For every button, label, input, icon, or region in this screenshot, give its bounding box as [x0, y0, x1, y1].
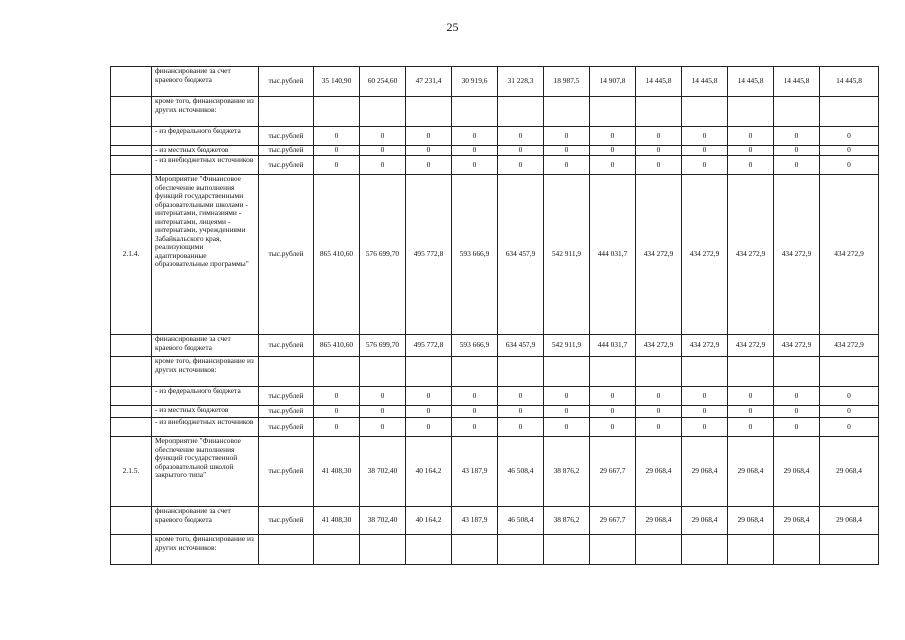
row-value: 0: [682, 387, 728, 406]
row-value: 0: [774, 146, 820, 156]
row-value: 634 457,9: [498, 175, 544, 335]
row-code: [111, 156, 152, 175]
row-value: 18 987,5: [544, 67, 590, 97]
table-row: [111, 507, 879, 535]
row-value: 0: [682, 418, 728, 437]
row-value: [728, 97, 774, 127]
row-value: 0: [682, 127, 728, 146]
row-code: [111, 357, 152, 387]
row-value: 0: [636, 406, 682, 418]
row-value: 0: [590, 406, 636, 418]
row-value: 0: [682, 406, 728, 418]
row-value: 495 772,8: [406, 175, 452, 335]
row-value: 0: [406, 127, 452, 146]
row-unit: тыс.рублей: [259, 335, 314, 357]
row-value: [728, 535, 774, 565]
row-value: 865 410,60: [314, 175, 360, 335]
budget-table: [110, 66, 879, 565]
row-value: 29 667,7: [590, 437, 636, 507]
row-value: 0: [452, 387, 498, 406]
row-value: 434 272,9: [682, 175, 728, 335]
row-value: 38 876,2: [544, 437, 590, 507]
row-value: 0: [728, 156, 774, 175]
row-value: 60 254,60: [360, 67, 406, 97]
row-value: 542 911,9: [544, 175, 590, 335]
row-value: 0: [590, 418, 636, 437]
row-value: 41 408,30: [314, 507, 360, 535]
row-value: 865 410,60: [314, 335, 360, 357]
row-value: 14 907,8: [590, 67, 636, 97]
row-value: 0: [406, 146, 452, 156]
row-value: 0: [498, 406, 544, 418]
row-value: 576 699,70: [360, 335, 406, 357]
row-value: [452, 535, 498, 565]
row-value: [544, 357, 590, 387]
row-value: 35 140,90: [314, 67, 360, 97]
row-value: 14 445,8: [682, 67, 728, 97]
row-name: - из федерального бюджета: [152, 127, 259, 146]
row-unit: [259, 97, 314, 127]
row-value: 0: [820, 127, 879, 146]
row-value: 0: [636, 127, 682, 146]
row-value: [820, 357, 879, 387]
row-value: 0: [636, 387, 682, 406]
row-value: 0: [360, 127, 406, 146]
row-value: 0: [314, 127, 360, 146]
row-value: [452, 97, 498, 127]
row-value: 0: [820, 418, 879, 437]
table-body: [111, 67, 879, 565]
row-value: 0: [728, 127, 774, 146]
row-value: 444 031,7: [590, 335, 636, 357]
row-unit: тыс.рублей: [259, 437, 314, 507]
table-row: [111, 357, 879, 387]
row-value: 0: [682, 146, 728, 156]
row-value: [452, 357, 498, 387]
row-unit: тыс.рублей: [259, 507, 314, 535]
table-row: [111, 146, 879, 156]
row-name: - из местных бюджетов: [152, 146, 259, 156]
row-value: [590, 535, 636, 565]
row-name: - из федерального бюджета: [152, 387, 259, 406]
row-value: 0: [590, 156, 636, 175]
row-value: [498, 97, 544, 127]
row-value: 29 068,4: [774, 437, 820, 507]
row-value: 434 272,9: [636, 335, 682, 357]
row-value: 43 187,9: [452, 437, 498, 507]
row-value: 29 068,4: [774, 507, 820, 535]
row-value: 30 919,6: [452, 67, 498, 97]
row-value: 29 068,4: [728, 507, 774, 535]
row-name: кроме того, финансирование из других источников:: [152, 535, 259, 565]
row-value: 41 408,30: [314, 437, 360, 507]
row-value: [544, 97, 590, 127]
row-name: кроме того, финансирование из других источников:: [152, 97, 259, 127]
row-value: [360, 357, 406, 387]
row-value: 434 272,9: [728, 175, 774, 335]
row-value: 29 068,4: [682, 507, 728, 535]
row-value: [314, 357, 360, 387]
row-value: 0: [314, 146, 360, 156]
row-value: [774, 97, 820, 127]
row-value: 0: [498, 127, 544, 146]
row-value: [360, 535, 406, 565]
table-row: [111, 156, 879, 175]
row-code: 2.1.5.: [111, 437, 152, 507]
table-row: [111, 127, 879, 146]
row-value: 43 187,9: [452, 507, 498, 535]
row-value: [406, 357, 452, 387]
row-value: 0: [360, 146, 406, 156]
row-unit: [259, 357, 314, 387]
row-value: 38 702,40: [360, 437, 406, 507]
row-value: 0: [314, 418, 360, 437]
row-value: 0: [452, 156, 498, 175]
row-code: [111, 418, 152, 437]
row-value: 29 667,7: [590, 507, 636, 535]
row-value: 495 772,8: [406, 335, 452, 357]
row-value: 0: [406, 387, 452, 406]
row-value: 593 666,9: [452, 335, 498, 357]
row-value: 40 164,2: [406, 437, 452, 507]
row-value: 0: [498, 387, 544, 406]
row-unit: тыс.рублей: [259, 156, 314, 175]
row-value: 0: [728, 146, 774, 156]
row-value: 0: [314, 156, 360, 175]
row-value: 0: [360, 387, 406, 406]
row-name: - из внебюджетных источников: [152, 418, 259, 437]
row-value: 634 457,9: [498, 335, 544, 357]
row-value: 0: [498, 146, 544, 156]
row-value: 0: [590, 387, 636, 406]
row-name: финансирование за счет краевого бюджета: [152, 335, 259, 357]
row-value: 0: [452, 146, 498, 156]
row-value: 46 508,4: [498, 437, 544, 507]
row-code: [111, 335, 152, 357]
row-value: [590, 97, 636, 127]
row-value: 0: [544, 146, 590, 156]
row-unit: тыс.рублей: [259, 406, 314, 418]
row-value: 444 031,7: [590, 175, 636, 335]
row-value: [682, 535, 728, 565]
row-value: 0: [590, 127, 636, 146]
row-value: 0: [544, 418, 590, 437]
row-value: 0: [498, 418, 544, 437]
row-code: [111, 127, 152, 146]
row-value: 0: [544, 156, 590, 175]
row-code: [111, 146, 152, 156]
row-value: 38 876,2: [544, 507, 590, 535]
row-value: [820, 97, 879, 127]
row-value: 0: [774, 406, 820, 418]
table-row: [111, 387, 879, 406]
row-value: [544, 535, 590, 565]
row-value: 0: [314, 387, 360, 406]
row-value: [682, 97, 728, 127]
row-value: [774, 357, 820, 387]
row-name: Мероприятие "Финансовое обеспечение выполнения функций государственными образовательными школами - интернатами, гимназиями - интернатами, лицеями - интернатами, учреждениями Забайкальского края, реализующими адаптированные образовательные программы": [152, 175, 259, 335]
row-value: [820, 535, 879, 565]
row-code: [111, 97, 152, 127]
row-value: 0: [820, 406, 879, 418]
row-value: 0: [636, 418, 682, 437]
row-value: 0: [820, 146, 879, 156]
table-row: [111, 175, 879, 335]
table-row: [111, 335, 879, 357]
row-value: 434 272,9: [820, 175, 879, 335]
row-value: [406, 97, 452, 127]
row-value: 14 445,8: [728, 67, 774, 97]
row-value: 0: [682, 156, 728, 175]
row-value: 434 272,9: [774, 175, 820, 335]
row-value: [682, 357, 728, 387]
row-code: [111, 535, 152, 565]
row-value: 434 272,9: [820, 335, 879, 357]
row-value: 0: [360, 418, 406, 437]
row-value: 47 231,4: [406, 67, 452, 97]
row-value: 0: [360, 156, 406, 175]
row-value: [360, 97, 406, 127]
row-value: [314, 535, 360, 565]
row-code: [111, 507, 152, 535]
table-row: [111, 535, 879, 565]
row-value: 0: [774, 387, 820, 406]
row-value: 434 272,9: [728, 335, 774, 357]
row-value: 434 272,9: [774, 335, 820, 357]
row-value: 434 272,9: [682, 335, 728, 357]
row-value: 0: [452, 127, 498, 146]
row-value: 0: [820, 387, 879, 406]
row-value: 0: [728, 406, 774, 418]
row-value: 593 666,9: [452, 175, 498, 335]
row-value: 38 702,40: [360, 507, 406, 535]
row-value: 0: [452, 418, 498, 437]
row-value: [406, 535, 452, 565]
row-value: 29 068,4: [728, 437, 774, 507]
row-name: - из внебюджетных источников: [152, 156, 259, 175]
row-value: 542 911,9: [544, 335, 590, 357]
row-code: [111, 67, 152, 97]
row-value: 29 068,4: [820, 507, 879, 535]
row-value: 434 272,9: [636, 175, 682, 335]
row-unit: [259, 535, 314, 565]
row-unit: тыс.рублей: [259, 387, 314, 406]
row-value: [314, 97, 360, 127]
row-name: финансирование за счет краевого бюджета: [152, 67, 259, 97]
row-value: 40 164,2: [406, 507, 452, 535]
table-row: [111, 418, 879, 437]
row-unit: тыс.рублей: [259, 146, 314, 156]
row-value: 0: [774, 156, 820, 175]
row-value: [636, 97, 682, 127]
row-name: - из местных бюджетов: [152, 406, 259, 418]
row-value: 0: [314, 406, 360, 418]
row-value: 0: [590, 146, 636, 156]
row-value: [728, 357, 774, 387]
row-value: 0: [544, 387, 590, 406]
row-value: 31 228,3: [498, 67, 544, 97]
row-value: 0: [774, 127, 820, 146]
row-unit: тыс.рублей: [259, 127, 314, 146]
row-value: 29 068,4: [636, 437, 682, 507]
row-value: 0: [406, 418, 452, 437]
row-value: [498, 357, 544, 387]
row-value: 29 068,4: [820, 437, 879, 507]
table-row: [111, 437, 879, 507]
row-value: 14 445,8: [820, 67, 879, 97]
row-value: 29 068,4: [682, 437, 728, 507]
table-row: [111, 97, 879, 127]
row-code: 2.1.4.: [111, 175, 152, 335]
row-value: 0: [636, 156, 682, 175]
row-value: 0: [820, 156, 879, 175]
row-value: 0: [452, 406, 498, 418]
row-name: кроме того, финансирование из других источников:: [152, 357, 259, 387]
page-number: 25: [446, 20, 459, 34]
row-code: [111, 387, 152, 406]
table-row: [111, 406, 879, 418]
row-name: финансирование за счет краевого бюджета: [152, 507, 259, 535]
row-value: 0: [636, 146, 682, 156]
row-value: [636, 535, 682, 565]
row-value: 29 068,4: [636, 507, 682, 535]
row-value: 46 508,4: [498, 507, 544, 535]
row-value: 0: [544, 406, 590, 418]
row-value: 0: [774, 418, 820, 437]
row-value: 0: [728, 387, 774, 406]
row-value: [636, 357, 682, 387]
row-name: Мероприятие "Финансовое обеспечение выполнения функций государственной образовательной школой закрытого типа": [152, 437, 259, 507]
row-value: 0: [406, 156, 452, 175]
row-value: 14 445,8: [636, 67, 682, 97]
row-value: [774, 535, 820, 565]
row-value: 14 445,8: [774, 67, 820, 97]
row-unit: тыс.рублей: [259, 67, 314, 97]
row-code: [111, 406, 152, 418]
row-value: [498, 535, 544, 565]
row-value: 0: [728, 418, 774, 437]
row-value: 0: [406, 406, 452, 418]
table-row: [111, 67, 879, 97]
row-value: 0: [544, 127, 590, 146]
row-value: 576 699,70: [360, 175, 406, 335]
row-value: [590, 357, 636, 387]
row-unit: тыс.рублей: [259, 418, 314, 437]
row-unit: тыс.рублей: [259, 175, 314, 335]
row-value: 0: [498, 156, 544, 175]
row-value: 0: [360, 406, 406, 418]
